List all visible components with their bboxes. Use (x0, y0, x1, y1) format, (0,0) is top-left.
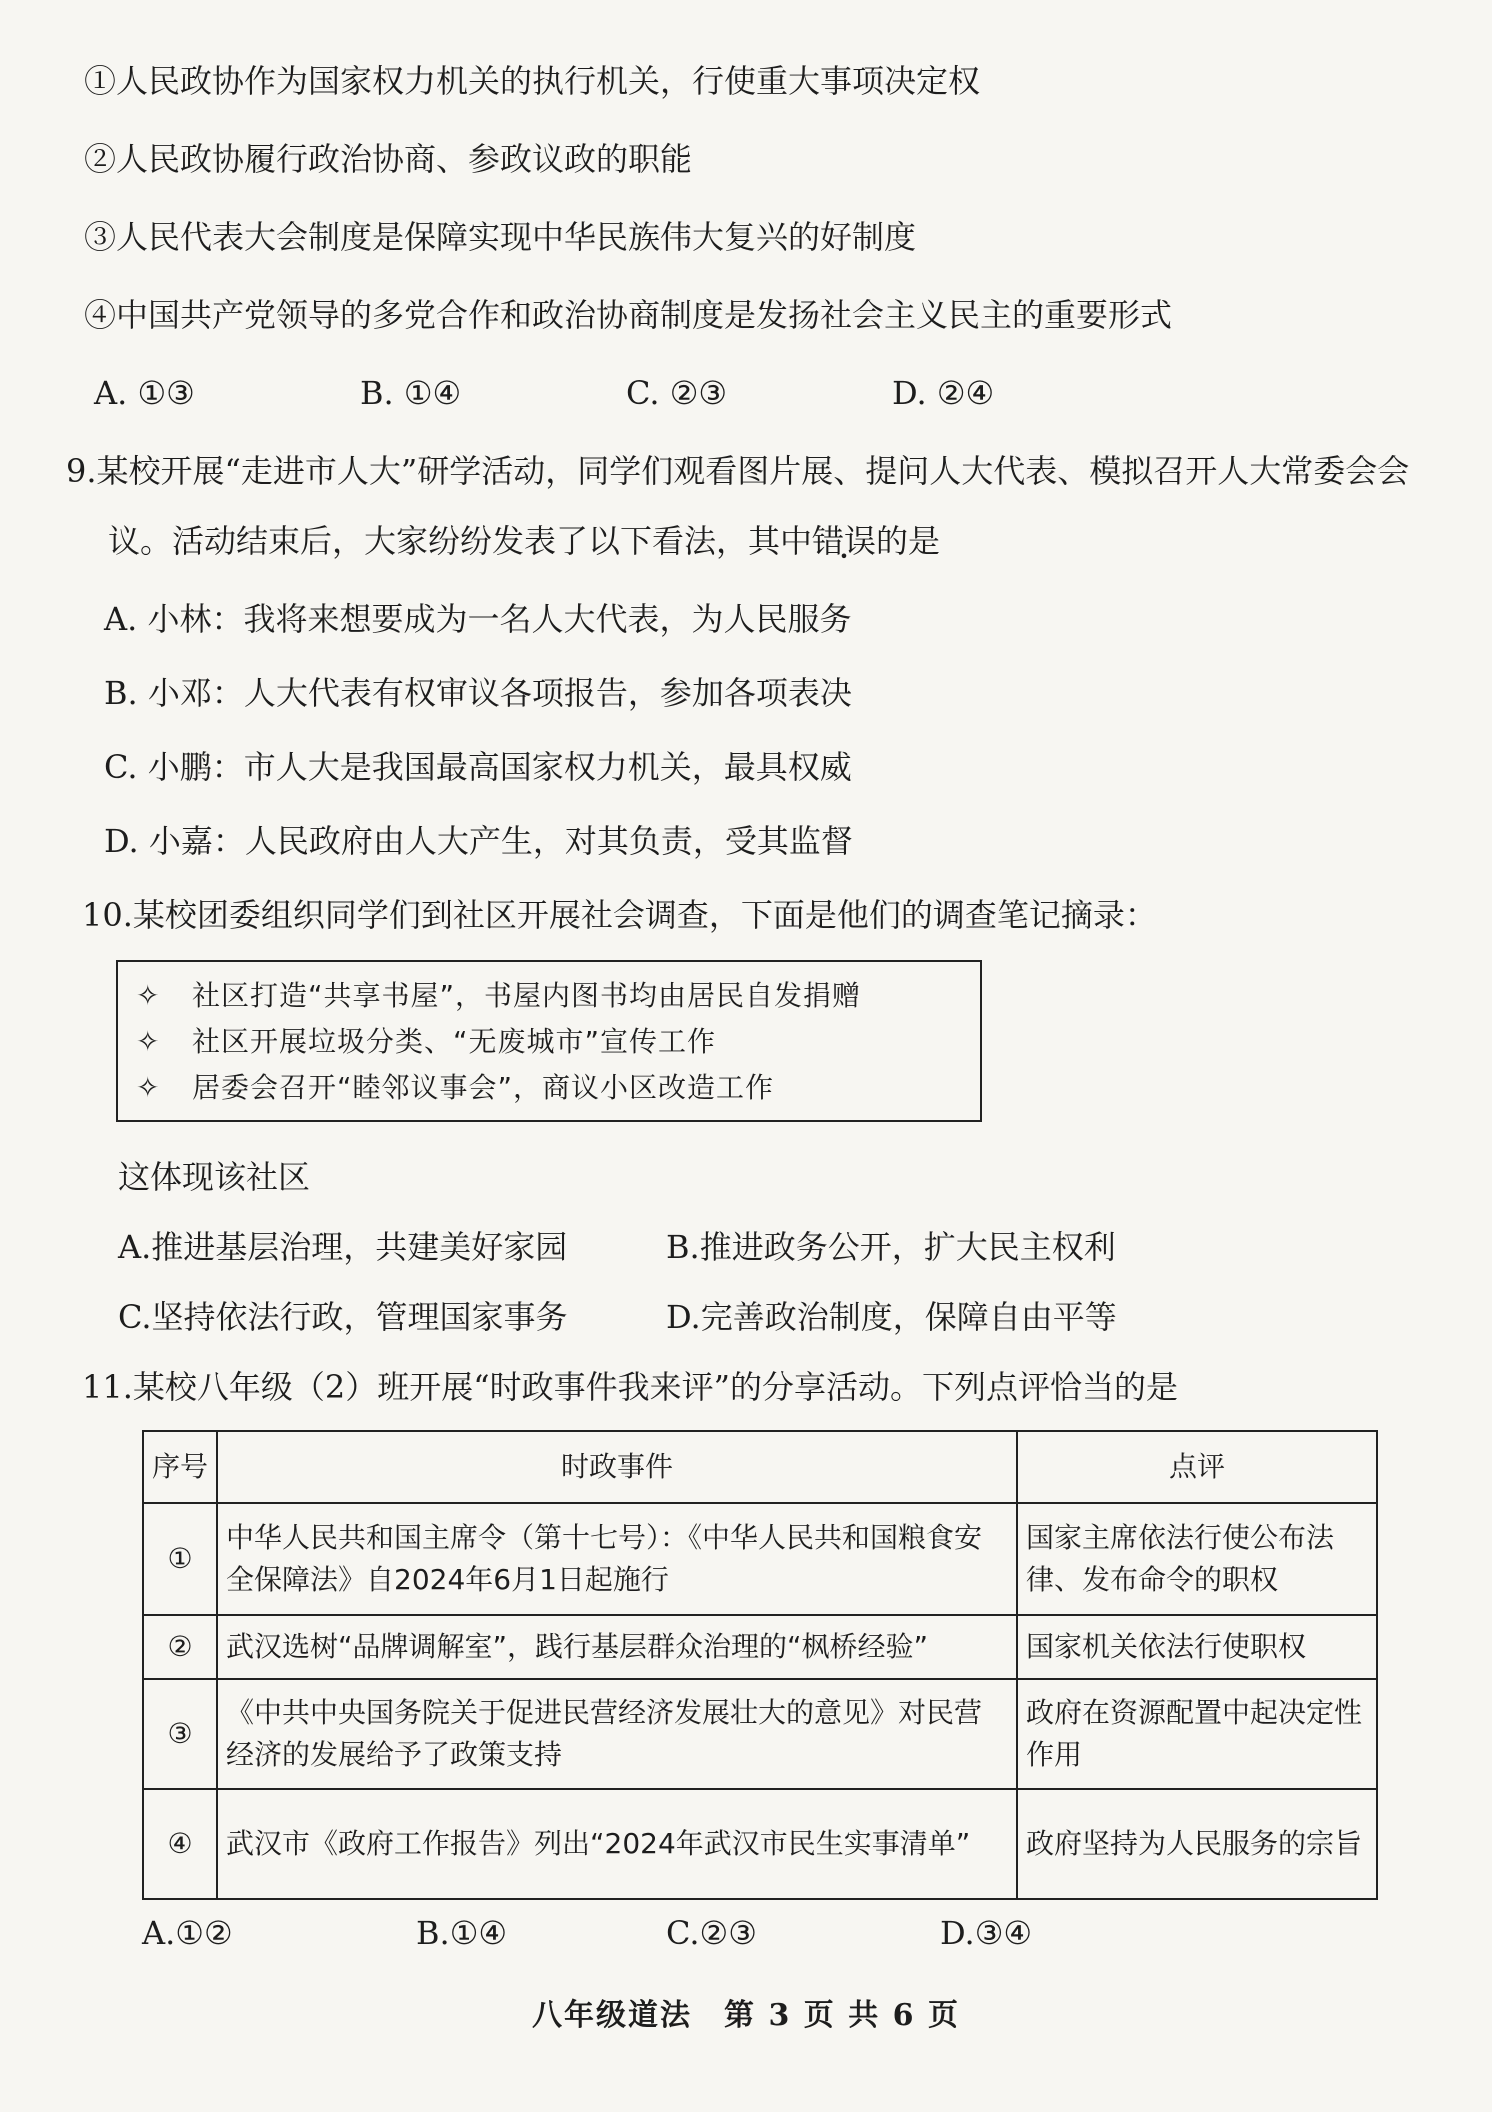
survey-note-text: 社区开展垃圾分类、“无废城市”宣传工作 (192, 1025, 717, 1058)
q11-option-a: A.①② (142, 1914, 233, 1952)
q10-option-a: A.推进基层治理，共建美好家园 (118, 1228, 568, 1266)
q9-emphasis-wrong: 错误 (812, 522, 877, 560)
row-event: 《中共中央国务院关于促进民营经济发展壮大的意见》对民营经济的发展给予了政策支持 (217, 1679, 1017, 1789)
q10-options-row1 (118, 1226, 1318, 1268)
row-comment: 政府在资源配置中起决定性作用 (1017, 1679, 1377, 1789)
q11-options (142, 1912, 1242, 1954)
q10-stem: 10.某校团委组织同学们到社区开展社会调查，下面是他们的调查笔记摘录： (82, 896, 1157, 934)
page-footer: 八年级道法 第 3 页 共 6 页 (532, 1998, 960, 2033)
survey-note-text: 社区打造“共享书屋”，书屋内图书均由居民自发捐赠 (192, 979, 862, 1012)
row-event: 武汉市《政府工作报告》列出“2024年武汉市民生实事清单” (217, 1789, 1017, 1899)
table-row (143, 1789, 1377, 1899)
header-comment: 点评 (1017, 1431, 1377, 1503)
survey-note-text: 居委会召开“睦邻议事会”，商议小区改造工作 (192, 1071, 775, 1104)
table-row (143, 1679, 1377, 1789)
q10-options-row2 (118, 1296, 1318, 1338)
row-event: 武汉选树“品牌调解室”，践行基层群众治理的“枫桥经验” (217, 1615, 1017, 1679)
row-comment: 国家主席依法行使公布法律、发布命令的职权 (1017, 1503, 1377, 1615)
row-comment: 国家机关依法行使职权 (1017, 1615, 1377, 1679)
header-number: 序号 (143, 1431, 217, 1503)
survey-note-2 (136, 1022, 716, 1062)
q9-option-c: C. 小鹏：市人大是我国最高国家权力机关，最具权威 (104, 748, 852, 786)
q8-option-d: D. ②④ (892, 374, 995, 412)
diamond-icon: ✧ (136, 1025, 161, 1058)
survey-notes-box (116, 960, 982, 1122)
table-header-row (143, 1431, 1377, 1503)
diamond-icon: ✧ (136, 979, 161, 1012)
q9-stem-line2 (108, 520, 940, 562)
q10-option-c: C.坚持依法行政，管理国家事务 (118, 1298, 568, 1336)
q11-option-b: B.①④ (416, 1914, 508, 1952)
survey-note-1 (136, 976, 861, 1016)
row-number: ① (143, 1503, 217, 1615)
table-row (143, 1615, 1377, 1679)
q8-option-c: C. ②③ (626, 374, 728, 412)
q8-option-b: B. ①④ (360, 374, 462, 412)
survey-note-3 (136, 1068, 774, 1108)
q10-option-b: B.推进政务公开，扩大民主权利 (666, 1228, 1116, 1266)
q8-options (94, 372, 1194, 414)
q11-stem: 11.某校八年级（2）班开展“时政事件我来评”的分享活动。下列点评恰当的是 (82, 1368, 1178, 1406)
q9-option-a: A. 小林：我将来想要成为一名人大代表，为人民服务 (104, 600, 852, 638)
q8-statement-3: ③人民代表大会制度是保障实现中华民族伟大复兴的好制度 (84, 218, 917, 256)
row-number: ② (143, 1615, 217, 1679)
row-event: 中华人民共和国主席令（第十七号）：《中华人民共和国粮食安全保障法》自2024年6月1日起施行 (217, 1503, 1017, 1615)
q8-option-a: A. ①③ (94, 374, 195, 412)
header-event: 时政事件 (217, 1431, 1017, 1503)
q9-stem-line1: 9.某校开展“走进市人大”研学活动，同学们观看图片展、提问人大代表、模拟召开人大常委会会 (66, 452, 1410, 490)
row-number: ④ (143, 1789, 217, 1899)
table-row (143, 1503, 1377, 1615)
q9-stem-text-c: 的是 (876, 522, 941, 560)
q8-statement-4: ④中国共产党领导的多党合作和政治协商制度是发扬社会主义民主的重要形式 (84, 296, 1173, 334)
q9-option-b: B. 小邓：人大代表有权审议各项报告，参加各项表决 (104, 674, 852, 712)
q11-option-c: C.②③ (666, 1914, 757, 1952)
q10-lead: 这体现该社区 (118, 1158, 311, 1196)
q11-option-d: D.③④ (940, 1914, 1033, 1952)
q10-option-d: D.完善政治制度，保障自由平等 (666, 1298, 1117, 1336)
diamond-icon: ✧ (136, 1071, 161, 1104)
row-comment: 政府坚持为人民服务的宗旨 (1017, 1789, 1377, 1899)
events-table (142, 1430, 1378, 1900)
row-number: ③ (143, 1679, 217, 1789)
q9-option-d: D. 小嘉：人民政府由人大产生，对其负责，受其监督 (104, 822, 853, 860)
q8-statement-2: ②人民政协履行政治协商、参政议政的职能 (84, 140, 693, 178)
q9-stem-text-a: 议。活动结束后，大家纷纷发表了以下看法，其中 (108, 522, 813, 560)
q8-statement-1: ①人民政协作为国家权力机关的执行机关，行使重大事项决定权 (84, 62, 981, 100)
